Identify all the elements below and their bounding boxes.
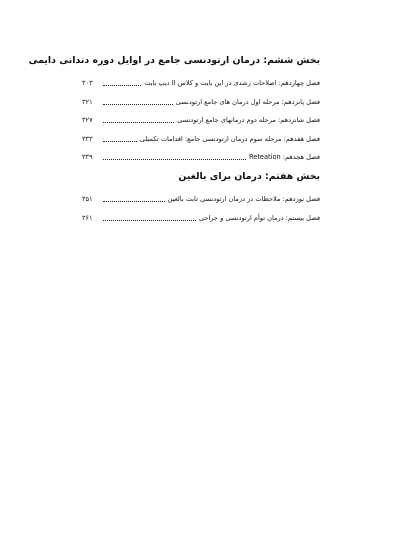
dot-leader (103, 201, 165, 202)
dot-leader (103, 122, 174, 123)
entry-title: فصل چهاردهم: اصلاحات رشدی در اپن بایت و کلاس II دیپ بایت (144, 79, 320, 87)
dot-leader (103, 85, 141, 86)
dot-leader (103, 104, 173, 105)
toc-entry (82, 77, 320, 88)
entry-title: فصل هفدهم: مرحله سوم درمان ارتودنسی جامع: اقدامات تکمیلی (139, 134, 320, 143)
entry-title: فصل هجدهم: Reteation (249, 153, 320, 162)
toc-entry (82, 212, 320, 223)
dot-leader (103, 220, 196, 221)
toc-entry (82, 133, 320, 144)
table-of-contents (28, 48, 320, 230)
section-seven (82, 170, 320, 223)
section-heading: بخش ششم: درمان ارتودنسی جامع در اوایل دوره دندانی دایمی (28, 55, 320, 66)
toc-entry (82, 151, 320, 162)
page-number: ۳۲۷ (82, 116, 93, 125)
dot-leader (103, 141, 137, 142)
toc-entry (82, 114, 320, 125)
entry-title: فصل بیستم: درمان توأم ارتودنسی و جراحی (198, 213, 320, 222)
page-number: ۳۶۱ (82, 213, 93, 222)
section-six (28, 54, 320, 162)
page-number: ۳۳۹ (82, 153, 93, 162)
page-number: ۳۲۱ (82, 97, 93, 106)
entry-title: فصل نوزدهم: ملاحظات در درمان ارتودنسی ثابت بالغین (167, 194, 320, 203)
page-number: ۳۵۱ (82, 194, 93, 203)
page-number: ۳۳۳ (82, 134, 93, 143)
toc-entry (82, 96, 320, 107)
section-heading: بخش هفتم: درمان برای بالغین (178, 170, 320, 182)
entry-title: فصل شانزدهم: مرحله دوم درمانهای جامع ارتودنسی (177, 116, 320, 125)
entry-title: فصل پانزدهم: مرحله اول درمان های جامع ارتودنسی (175, 97, 320, 106)
dot-leader (103, 159, 246, 160)
toc-entry (82, 193, 320, 204)
page-number: ۳۰۳ (82, 79, 93, 87)
